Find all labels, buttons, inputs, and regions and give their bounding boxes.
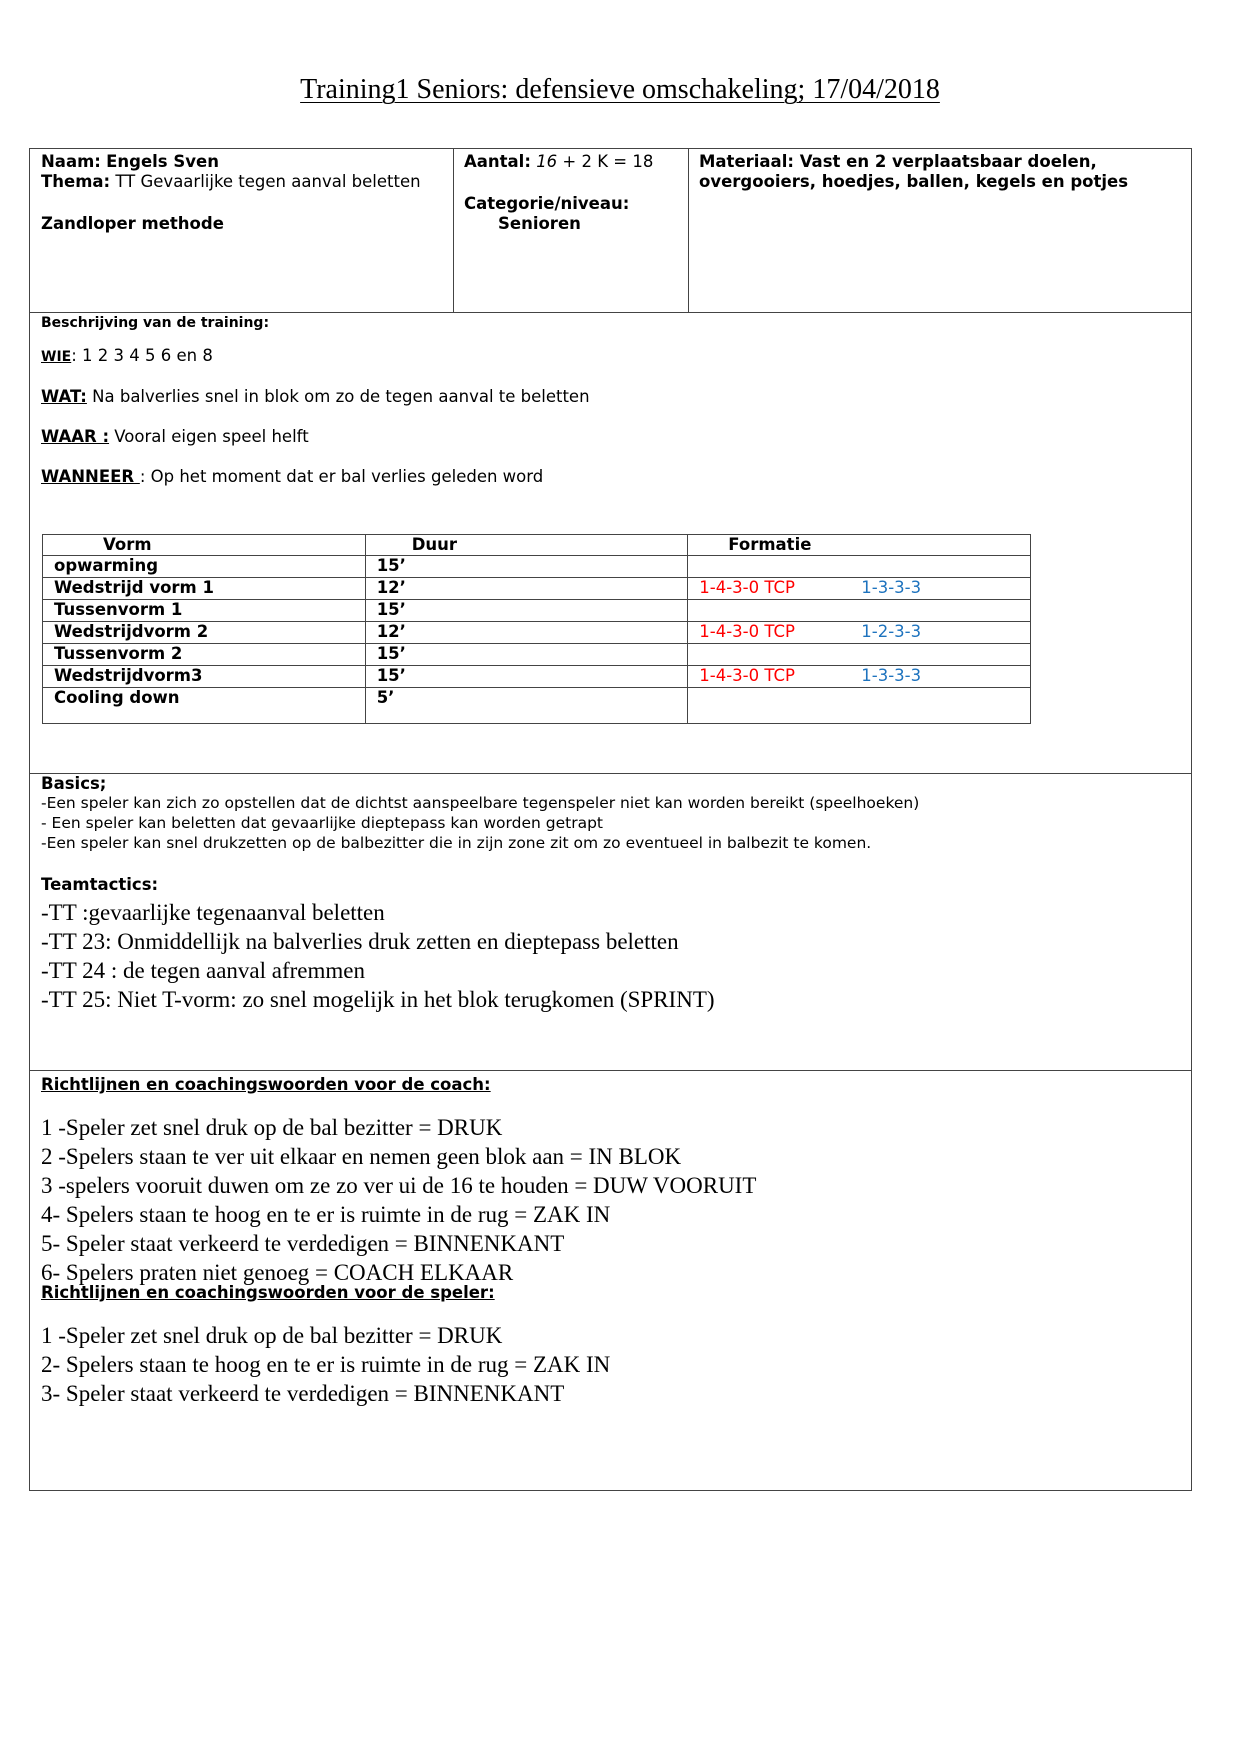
aantal-value-rest: + 2 K = 18 — [557, 152, 654, 171]
wie-label: WIE — [41, 349, 72, 365]
speler-line: 3- Speler staat verkeerd te verdedigen = BINNENKANT — [41, 1381, 565, 1406]
wanneer-label: WANNEER — [41, 467, 140, 486]
table-row — [43, 622, 1031, 644]
formatie-b: 1-2-3-3 — [861, 622, 922, 641]
vorm-cell: opwarming — [54, 556, 159, 575]
duur-cell: 15’ — [376, 666, 406, 685]
wanneer-value: : Op het moment dat er bal verlies geleden word — [139, 467, 544, 486]
schedule-header-row — [43, 535, 1031, 556]
formatie-cell — [688, 556, 1031, 578]
formatie-a: 1-4-3-0 TCP — [699, 622, 795, 641]
table-row — [43, 688, 1031, 724]
waar-value: Vooral eigen speel helft — [109, 427, 309, 446]
formatie-cell — [688, 600, 1031, 622]
teamtactics-line: -TT 25: Niet T-vorm: zo snel mogelijk in het blok terugkomen (SPRINT) — [41, 987, 715, 1012]
wat-line — [41, 387, 1181, 407]
header-left-cell — [41, 152, 446, 234]
formatie-a: 1-4-3-0 TCP — [699, 666, 795, 685]
table-row — [43, 666, 1031, 688]
formatie-b: 1-3-3-3 — [861, 578, 922, 597]
speler-line: 1 -Speler zet snel druk op de bal bezitter = DRUK — [41, 1323, 503, 1348]
wanneer-line — [41, 467, 1181, 487]
divider — [688, 149, 689, 312]
coach-line: 6- Spelers praten niet genoeg = COACH ELKAAR — [41, 1260, 514, 1285]
categorie-label: Categorie/niveau: — [464, 194, 630, 213]
coaching-section — [41, 1071, 1186, 1408]
materiaal-cell — [699, 152, 1169, 192]
formatie-cell — [688, 578, 1031, 600]
table-row — [43, 556, 1031, 578]
table-row — [43, 600, 1031, 622]
schedule-table — [42, 534, 1031, 724]
vorm-cell: Tussenvorm 1 — [54, 600, 183, 619]
duur-cell: 12’ — [376, 578, 406, 597]
thema-value: TT Gevaarlijke tegen aanval beletten — [115, 172, 421, 191]
materiaal-text: Materiaal: Vast en 2 verplaatsbaar doelen, overgooiers, hoedjes, ballen, kegels en potjes — [699, 152, 1129, 191]
duur-cell: 5’ — [376, 688, 395, 707]
vorm-cell: Wedstrijd vorm 1 — [54, 578, 214, 597]
formatie-cell — [688, 666, 1031, 688]
aantal-label: Aantal: — [464, 152, 531, 171]
methode: Zandloper methode — [41, 214, 224, 233]
duur-cell: 15’ — [376, 644, 406, 663]
basics-heading: Basics; — [41, 774, 107, 793]
basics-line: -Een speler kan snel drukzetten op de balbezitter die in zijn zone zit om zo eventueel in balbezit te komen. — [41, 834, 872, 852]
teamtactics-heading: Teamtactics: — [41, 875, 159, 894]
coach-line: 5- Speler staat verkeerd te verdedigen = BINNENKANT — [41, 1231, 565, 1256]
basics-section — [41, 774, 1186, 1014]
waar-line — [41, 427, 1181, 447]
vorm-cell: Wedstrijdvorm 2 — [54, 622, 209, 641]
header-middle-cell — [464, 152, 684, 234]
header-duur: Duur — [365, 535, 688, 556]
header-vorm: Vorm — [43, 535, 366, 556]
vorm-cell: Cooling down — [54, 688, 180, 707]
duur-cell: 12’ — [376, 622, 406, 641]
naam-label: Naam: — [41, 152, 101, 171]
wat-value: Na balverlies snel in blok om zo de tegen aanval te beletten — [86, 387, 590, 406]
table-row — [43, 578, 1031, 600]
thema-label: Thema: — [41, 172, 111, 191]
coach-line: 1 -Speler zet snel druk op de bal bezitter = DRUK — [41, 1115, 503, 1140]
vorm-cell: Tussenvorm 2 — [54, 644, 183, 663]
naam-value: Engels Sven — [106, 152, 219, 171]
speler-line: 2- Spelers staan te hoog en te er is ruimte in de rug = ZAK IN — [41, 1352, 611, 1377]
document-title-text: Training1 Seniors: defensieve omschakeling; 17/04/2018 — [300, 74, 940, 105]
teamtactics-line: -TT 23: Onmiddellijk na balverlies druk zetten en dieptepass beletten — [41, 929, 679, 954]
thema-line — [41, 172, 446, 192]
wie-line — [41, 346, 1181, 367]
waar-label: WAAR : — [41, 427, 110, 446]
training-document — [29, 148, 1192, 1491]
aantal-line — [464, 152, 684, 172]
wat-label: WAT: — [41, 387, 87, 406]
teamtactics-line: -TT 24 : de tegen aanval afremmen — [41, 958, 365, 983]
coach-line: 3 -spelers vooruit duwen om ze zo ver ui de 16 te houden = DUW VOORUIT — [41, 1173, 757, 1198]
table-row — [43, 644, 1031, 666]
vorm-cell: Wedstrijdvorm3 — [54, 666, 203, 685]
aantal-value-italic: 16 — [536, 152, 558, 171]
header-formatie: Formatie — [688, 535, 1031, 556]
divider — [453, 149, 454, 312]
coach-line: 4- Spelers staan te hoog en te er is ruimte in de rug = ZAK IN — [41, 1202, 611, 1227]
coach-line: 2 -Spelers staan te ver uit elkaar en nemen geen blok aan = IN BLOK — [41, 1144, 682, 1169]
formatie-b: 1-3-3-3 — [861, 666, 922, 685]
duur-cell: 15’ — [376, 600, 406, 619]
coach-heading: Richtlijnen en coachingswoorden voor de coach: — [41, 1075, 491, 1094]
categorie-value: Senioren — [498, 214, 581, 233]
formatie-cell — [688, 688, 1031, 724]
duur-cell: 15’ — [376, 556, 406, 575]
formatie-a: 1-4-3-0 TCP — [699, 578, 795, 597]
formatie-cell — [688, 644, 1031, 666]
naam-line — [41, 152, 446, 172]
teamtactics-line: -TT :gevaarlijke tegenaanval beletten — [41, 900, 385, 925]
beschrijving-heading: Beschrijving van de training: — [41, 315, 270, 331]
basics-line: -Een speler kan zich zo opstellen dat de dichtst aanspeelbare tegenspeler niet kan worden bereikt (speelhoeken) — [41, 794, 920, 812]
document-title — [0, 74, 1240, 106]
formatie-cell — [688, 622, 1031, 644]
speler-heading: Richtlijnen en coachingswoorden voor de speler: — [41, 1283, 495, 1302]
basics-line: - Een speler kan beletten dat gevaarlijke dieptepass kan worden getrapt — [41, 814, 603, 832]
beschrijving-section — [41, 313, 1181, 487]
wie-value: : 1 2 3 4 5 6 en 8 — [71, 346, 213, 365]
